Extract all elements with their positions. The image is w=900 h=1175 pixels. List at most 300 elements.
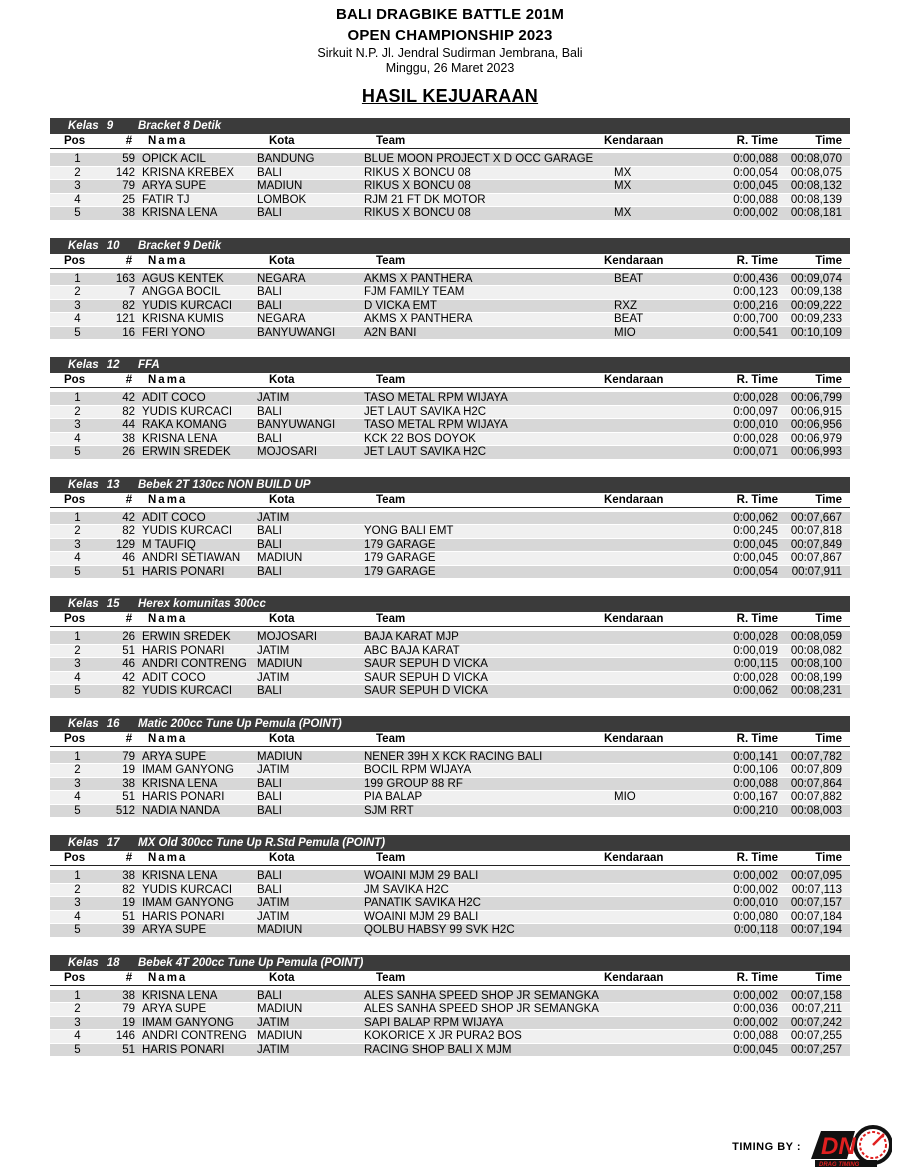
cell-time: 00:07,911 (791, 565, 842, 578)
cell-team: SAUR SEPUH D VICKA (364, 685, 488, 698)
cell-name: ANDRI SETIAWAN (142, 552, 241, 565)
table-row (50, 552, 850, 566)
cell-team: TASO METAL RPM WIJAYA (364, 392, 508, 405)
cell-name: KRISNA LENA (142, 777, 218, 790)
kelas-header-bar (50, 596, 850, 612)
column-header-number: # (125, 852, 133, 864)
dn-drag-timing-logo (807, 1125, 892, 1169)
cell-city: JATIM (257, 671, 290, 684)
kelas-header-bar (50, 477, 850, 493)
cell-time: 00:08,132 (790, 180, 842, 193)
cell-time: 00:08,181 (790, 207, 842, 220)
kelas-number (68, 120, 138, 132)
cell-pos: 2 (74, 525, 81, 538)
cell-team: BOCIL RPM WIJAYA (364, 764, 472, 777)
cell-reaction-time: 0:00,028 (733, 671, 778, 684)
cell-reaction-time: 0:00,436 (733, 272, 778, 285)
cell-number: 26 (122, 631, 135, 644)
cell-team: BLUE MOON PROJECT X D OCC GARAGE (364, 153, 594, 166)
column-header-city: Kota (269, 852, 295, 864)
kelas-number (68, 240, 138, 252)
cell-team: NENER 39H X KCK RACING BALI (364, 750, 543, 763)
cell-reaction-time: 0:00,010 (733, 419, 778, 432)
cell-time: 00:08,100 (790, 658, 842, 671)
cell-pos: 3 (74, 180, 81, 193)
event-date: Minggu, 26 Maret 2023 (385, 61, 515, 75)
cell-time: 00:07,113 (791, 883, 842, 896)
cell-time: 00:08,070 (790, 153, 842, 166)
kelas-label: Kelas (68, 956, 99, 969)
results-title: HASIL KEJUARAAN (361, 86, 539, 106)
cell-reaction-time: 0:00,045 (733, 1043, 778, 1056)
column-header-vehicle: Kendaraan (604, 374, 664, 386)
column-header-row (50, 373, 850, 388)
cell-pos: 2 (74, 1003, 81, 1016)
cell-number: 25 (122, 193, 135, 206)
table-row (50, 778, 850, 792)
kelas-id: 16 (106, 717, 120, 730)
cell-team: AKMS X PANTHERA (364, 272, 473, 285)
cell-team: RJM 21 FT DK MOTOR (364, 193, 486, 206)
cell-reaction-time: 0:00,088 (733, 1030, 778, 1043)
table-row (50, 911, 850, 925)
cell-reaction-time: 0:00,036 (733, 1003, 778, 1016)
cell-city: BALI (257, 870, 282, 883)
column-header-team: Team (376, 852, 406, 864)
cell-pos: 2 (74, 764, 81, 777)
cell-time: 00:06,979 (790, 432, 842, 445)
table-row (50, 685, 850, 699)
column-header-name: Nama (148, 971, 188, 984)
column-header-time: Time (815, 852, 842, 864)
cell-number: 82 (122, 685, 135, 698)
cell-team: KCK 22 BOS DOYOK (364, 432, 476, 445)
table-row (50, 194, 850, 208)
cell-pos: 2 (74, 286, 81, 299)
table-row (50, 1003, 850, 1017)
cell-team: RIKUS X BONCU 08 (364, 166, 471, 179)
cell-number: 82 (122, 883, 135, 896)
cell-pos: 2 (74, 166, 81, 179)
column-header-vehicle: Kendaraan (604, 732, 664, 745)
table-row (50, 512, 850, 526)
column-header-row (50, 971, 850, 986)
cell-time: 00:07,809 (790, 764, 842, 777)
column-header-city: Kota (269, 971, 295, 984)
cell-number: 51 (122, 1043, 135, 1056)
column-header-time: Time (815, 254, 842, 267)
cell-reaction-time: 0:00,002 (733, 989, 778, 1002)
cell-name: RAKA KOMANG (142, 419, 227, 432)
cell-vehicle: BEAT (614, 313, 644, 326)
column-header-row (50, 134, 850, 149)
cell-city: MADIUN (257, 1030, 303, 1043)
cell-reaction-time: 0:00,002 (733, 207, 778, 220)
cell-city: MOJOSARI (257, 631, 318, 644)
column-header-team: Team (376, 613, 406, 625)
cell-pos: 4 (74, 791, 81, 804)
column-header-city: Kota (269, 613, 295, 625)
cell-city: BANYUWANGI (257, 326, 336, 339)
cell-name: KRISNA LENA (142, 432, 218, 445)
cell-time: 00:07,242 (790, 1016, 842, 1029)
cell-reaction-time: 0:00,088 (733, 193, 778, 206)
cell-city: BANDUNG (257, 153, 315, 166)
column-header-number: # (125, 971, 133, 984)
column-header-reaction-time: R. Time (736, 971, 778, 984)
cell-name: HARIS PONARI (142, 791, 225, 804)
cell-pos: 5 (74, 924, 81, 937)
cell-number: 26 (122, 446, 135, 459)
cell-team: SAUR SEPUH D VICKA (364, 658, 488, 671)
table-row (50, 446, 850, 460)
cell-team: SAPI BALAP RPM WIJAYA (364, 1016, 504, 1029)
cell-pos: 1 (74, 511, 81, 524)
cell-pos: 4 (74, 552, 81, 565)
column-header-reaction-time: R. Time (736, 613, 778, 625)
cell-name: IMAM GANYONG (142, 1016, 235, 1029)
table-row (50, 207, 850, 221)
kelas-id: 17 (106, 837, 120, 849)
cell-reaction-time: 0:00,118 (734, 924, 778, 937)
kelas-number (68, 957, 138, 969)
column-header-city: Kota (269, 374, 295, 386)
table-row (50, 990, 850, 1004)
kelas-name: Bebek 2T 130cc NON BUILD UP (138, 478, 311, 491)
column-header-city: Kota (269, 493, 295, 506)
column-header-time: Time (815, 493, 842, 506)
cell-team: PIA BALAP (364, 791, 423, 804)
result-rows (50, 751, 850, 819)
kelas-label: Kelas (68, 478, 99, 491)
cell-number: 142 (115, 166, 135, 179)
cell-number: 512 (115, 804, 135, 817)
cell-team: WOAINI MJM 29 BALI (364, 910, 479, 923)
cell-pos: 5 (74, 565, 81, 578)
table-row (50, 658, 850, 672)
kelas-header-bar (50, 835, 850, 851)
results-sections (50, 118, 850, 1057)
cell-pos: 3 (74, 299, 81, 312)
kelas-section (50, 357, 850, 460)
cell-reaction-time: 0:00,054 (733, 166, 778, 179)
cell-name: HARIS PONARI (142, 910, 225, 923)
table-row (50, 884, 850, 898)
column-header-city: Kota (269, 135, 295, 147)
cell-name: IMAM GANYONG (142, 764, 235, 777)
cell-time: 00:09,233 (790, 313, 842, 326)
column-header-row (50, 493, 850, 508)
cell-time: 00:07,849 (790, 538, 842, 551)
table-row (50, 805, 850, 819)
kelas-header-bar (50, 357, 850, 373)
cell-team: QOLBU HABSY 99 SVK H2C (364, 924, 515, 937)
cell-team: ABC BAJA KARAT (364, 644, 460, 657)
column-header-pos: Pos (64, 613, 86, 625)
kelas-label: Kelas (68, 837, 99, 849)
column-header-team: Team (376, 135, 406, 147)
cell-pos: 3 (74, 419, 81, 432)
cell-time: 00:07,184 (790, 910, 842, 923)
cell-team: ALES SANHA SPEED SHOP JR SEMANGKA (364, 1003, 599, 1016)
column-header-time: Time (815, 732, 842, 745)
cell-city: MADIUN (257, 658, 303, 671)
table-row (50, 791, 850, 805)
cell-name: AGUS KENTEK (142, 272, 224, 285)
cell-team: PANATIK SAVIKA H2C (364, 897, 481, 910)
cell-time: 00:07,158 (790, 989, 842, 1002)
kelas-number (68, 718, 138, 730)
cell-time: 00:07,882 (790, 791, 842, 804)
cell-time: 00:09,074 (790, 272, 842, 285)
cell-reaction-time: 0:00,700 (733, 313, 778, 326)
cell-time: 00:10,109 (790, 326, 842, 339)
column-header-reaction-time: R. Time (736, 493, 778, 506)
event-title: BALI DRAGBIKE BATTLE 201M (335, 6, 565, 23)
cell-reaction-time: 0:00,088 (733, 777, 778, 790)
column-header-reaction-time: R. Time (736, 254, 778, 267)
logo-text: DN (821, 1133, 856, 1160)
cell-pos: 1 (74, 989, 81, 1002)
table-row (50, 313, 850, 327)
column-header-name: Nama (148, 493, 188, 506)
table-row (50, 300, 850, 314)
cell-number: 51 (122, 644, 135, 657)
kelas-header-bar (50, 955, 850, 971)
cell-team: RIKUS X BONCU 08 (364, 180, 471, 193)
column-header-pos: Pos (64, 135, 86, 147)
column-header-name: Nama (148, 254, 188, 267)
cell-pos: 3 (74, 777, 81, 790)
cell-reaction-time: 0:00,245 (733, 525, 778, 538)
cell-pos: 3 (74, 538, 81, 551)
cell-number: 79 (122, 180, 135, 193)
cell-pos: 2 (74, 883, 81, 896)
column-header-pos: Pos (64, 254, 86, 267)
column-header-number: # (125, 493, 133, 506)
cell-city: JATIM (257, 1043, 290, 1056)
kelas-id: 13 (106, 478, 120, 491)
column-header-pos: Pos (64, 493, 86, 506)
column-header-name: Nama (148, 613, 188, 625)
cell-vehicle: MX (614, 180, 632, 193)
cell-vehicle: MX (614, 166, 632, 179)
table-row (50, 870, 850, 884)
cell-pos: 1 (74, 750, 81, 763)
cell-city: JATIM (257, 392, 290, 405)
cell-city: MADIUN (257, 750, 303, 763)
cell-reaction-time: 0:00,216 (733, 299, 778, 312)
cell-city: MOJOSARI (257, 446, 318, 459)
cell-name: IMAM GANYONG (142, 897, 235, 910)
cell-name: KRISNA LENA (142, 989, 218, 1002)
cell-team: WOAINI MJM 29 BALI (364, 870, 479, 883)
cell-vehicle: MIO (614, 326, 636, 339)
kelas-name: FFA (138, 359, 160, 371)
cell-number: 39 (122, 924, 135, 937)
column-header-team: Team (376, 732, 406, 745)
column-header-time: Time (815, 374, 842, 386)
cell-city: JATIM (257, 511, 290, 524)
cell-name: ADIT COCO (142, 392, 206, 405)
cell-time: 00:08,139 (790, 193, 842, 206)
cell-pos: 4 (74, 432, 81, 445)
cell-reaction-time: 0:00,045 (733, 180, 778, 193)
cell-name: ADIT COCO (142, 671, 206, 684)
cell-reaction-time: 0:00,080 (733, 910, 778, 923)
column-header-reaction-time: R. Time (736, 852, 778, 864)
cell-name: ARYA SUPE (142, 924, 207, 937)
cell-city: BALI (257, 525, 282, 538)
cell-name: YUDIS KURCACI (142, 405, 233, 418)
cell-number: 38 (122, 870, 135, 883)
cell-number: 51 (122, 565, 135, 578)
cell-pos: 3 (74, 658, 81, 671)
cell-name: KRISNA LENA (142, 207, 218, 220)
cell-number: 82 (122, 525, 135, 538)
cell-name: KRISNA KUMIS (142, 313, 224, 326)
kelas-section (50, 118, 850, 221)
cell-pos: 1 (74, 272, 81, 285)
column-header-time: Time (815, 971, 842, 984)
cell-time: 00:06,993 (790, 446, 842, 459)
column-header-number: # (125, 254, 133, 267)
table-row (50, 406, 850, 420)
table-row (50, 433, 850, 447)
kelas-section (50, 835, 850, 938)
cell-team: A2N BANI (364, 326, 417, 339)
cell-time: 00:08,003 (790, 804, 842, 817)
cell-team: SJM RRT (364, 804, 414, 817)
table-row (50, 167, 850, 181)
cell-team: YONG BALI EMT (364, 525, 454, 538)
cell-number: 121 (115, 313, 135, 326)
cell-pos: 2 (74, 405, 81, 418)
column-header-reaction-time: R. Time (736, 374, 778, 386)
cell-city: BALI (257, 777, 282, 790)
column-header-pos: Pos (64, 852, 86, 864)
kelas-name: Herex komunitas 300cc (138, 598, 266, 610)
cell-team: BAJA KARAT MJP (364, 631, 459, 644)
table-row (50, 1017, 850, 1031)
cell-number: 129 (115, 538, 135, 551)
cell-time: 00:09,222 (790, 299, 842, 312)
result-rows (50, 392, 850, 460)
cell-name: ERWIN SREDEK (142, 446, 231, 459)
cell-name: ARYA SUPE (142, 750, 207, 763)
cell-number: 19 (122, 1016, 135, 1029)
cell-number: 16 (122, 326, 135, 339)
cell-number: 38 (122, 432, 135, 445)
cell-city: NEGARA (257, 272, 306, 285)
cell-time: 00:07,157 (790, 897, 842, 910)
kelas-header-bar (50, 118, 850, 134)
cell-time: 00:08,231 (790, 685, 842, 698)
table-row (50, 924, 850, 938)
table-row (50, 631, 850, 645)
cell-time: 00:07,095 (790, 870, 842, 883)
cell-pos: 5 (74, 1043, 81, 1056)
cell-number: 79 (122, 750, 135, 763)
cell-reaction-time: 0:00,071 (733, 446, 778, 459)
cell-city: LOMBOK (257, 193, 307, 206)
cell-name: ANDRI CONTRENG (142, 1030, 247, 1043)
cell-name: YUDIS KURCACI (142, 883, 233, 896)
cell-name: ARYA SUPE (142, 1003, 207, 1016)
cell-time: 00:06,915 (790, 405, 842, 418)
cell-city: BALI (257, 791, 282, 804)
cell-pos: 4 (74, 671, 81, 684)
kelas-header-bar (50, 238, 850, 254)
cell-number: 46 (122, 552, 135, 565)
cell-pos: 3 (74, 1016, 81, 1029)
document-header (0, 0, 900, 107)
column-header-name: Nama (148, 732, 188, 745)
cell-team: ALES SANHA SPEED SHOP JR SEMANGKA (364, 989, 599, 1002)
table-row (50, 1030, 850, 1044)
column-header-vehicle: Kendaraan (604, 493, 664, 506)
cell-vehicle: RXZ (614, 299, 637, 312)
cell-pos: 1 (74, 631, 81, 644)
cell-pos: 4 (74, 910, 81, 923)
table-row (50, 566, 850, 580)
cell-time: 00:07,667 (790, 511, 842, 524)
kelas-label: Kelas (68, 717, 99, 730)
cell-reaction-time: 0:00,002 (733, 883, 778, 896)
table-row (50, 645, 850, 659)
cell-number: 42 (122, 392, 135, 405)
cell-number: 82 (122, 405, 135, 418)
cell-name: ARYA SUPE (142, 180, 207, 193)
kelas-number (68, 359, 138, 371)
cell-team: 179 GARAGE (364, 538, 436, 551)
column-header-vehicle: Kendaraan (604, 613, 664, 625)
cell-time: 00:06,956 (790, 419, 842, 432)
kelas-section (50, 955, 850, 1058)
result-rows (50, 273, 850, 341)
column-header-name: Nama (148, 374, 188, 386)
cell-team: TASO METAL RPM WIJAYA (364, 419, 508, 432)
kelas-section (50, 716, 850, 819)
column-header-team: Team (376, 971, 406, 984)
cell-team: SAUR SEPUH D VICKA (364, 671, 488, 684)
cell-number: 38 (122, 207, 135, 220)
cell-team: JM SAVIKA H2C (364, 883, 449, 896)
cell-name: FATIR TJ (142, 193, 190, 206)
cell-name: NADIA NANDA (142, 804, 220, 817)
cell-time: 00:07,255 (790, 1030, 842, 1043)
kelas-name: Bracket 8 Detik (138, 120, 222, 132)
cell-pos: 4 (74, 1030, 81, 1043)
cell-reaction-time: 0:00,028 (733, 631, 778, 644)
cell-pos: 2 (74, 644, 81, 657)
cell-time: 00:09,138 (790, 286, 842, 299)
cell-city: MADIUN (257, 552, 303, 565)
column-header-number: # (125, 135, 133, 147)
column-header-vehicle: Kendaraan (604, 254, 664, 267)
cell-reaction-time: 0:00,123 (733, 286, 778, 299)
cell-city: BALI (257, 405, 282, 418)
cell-team: 179 GARAGE (364, 565, 436, 578)
cell-city: BALI (257, 432, 282, 445)
cell-number: 38 (122, 777, 135, 790)
cell-vehicle: MIO (614, 791, 636, 804)
cell-time: 00:07,211 (791, 1003, 842, 1016)
cell-pos: 5 (74, 804, 81, 817)
cell-reaction-time: 0:00,088 (733, 153, 778, 166)
cell-pos: 4 (74, 193, 81, 206)
cell-pos: 5 (74, 326, 81, 339)
